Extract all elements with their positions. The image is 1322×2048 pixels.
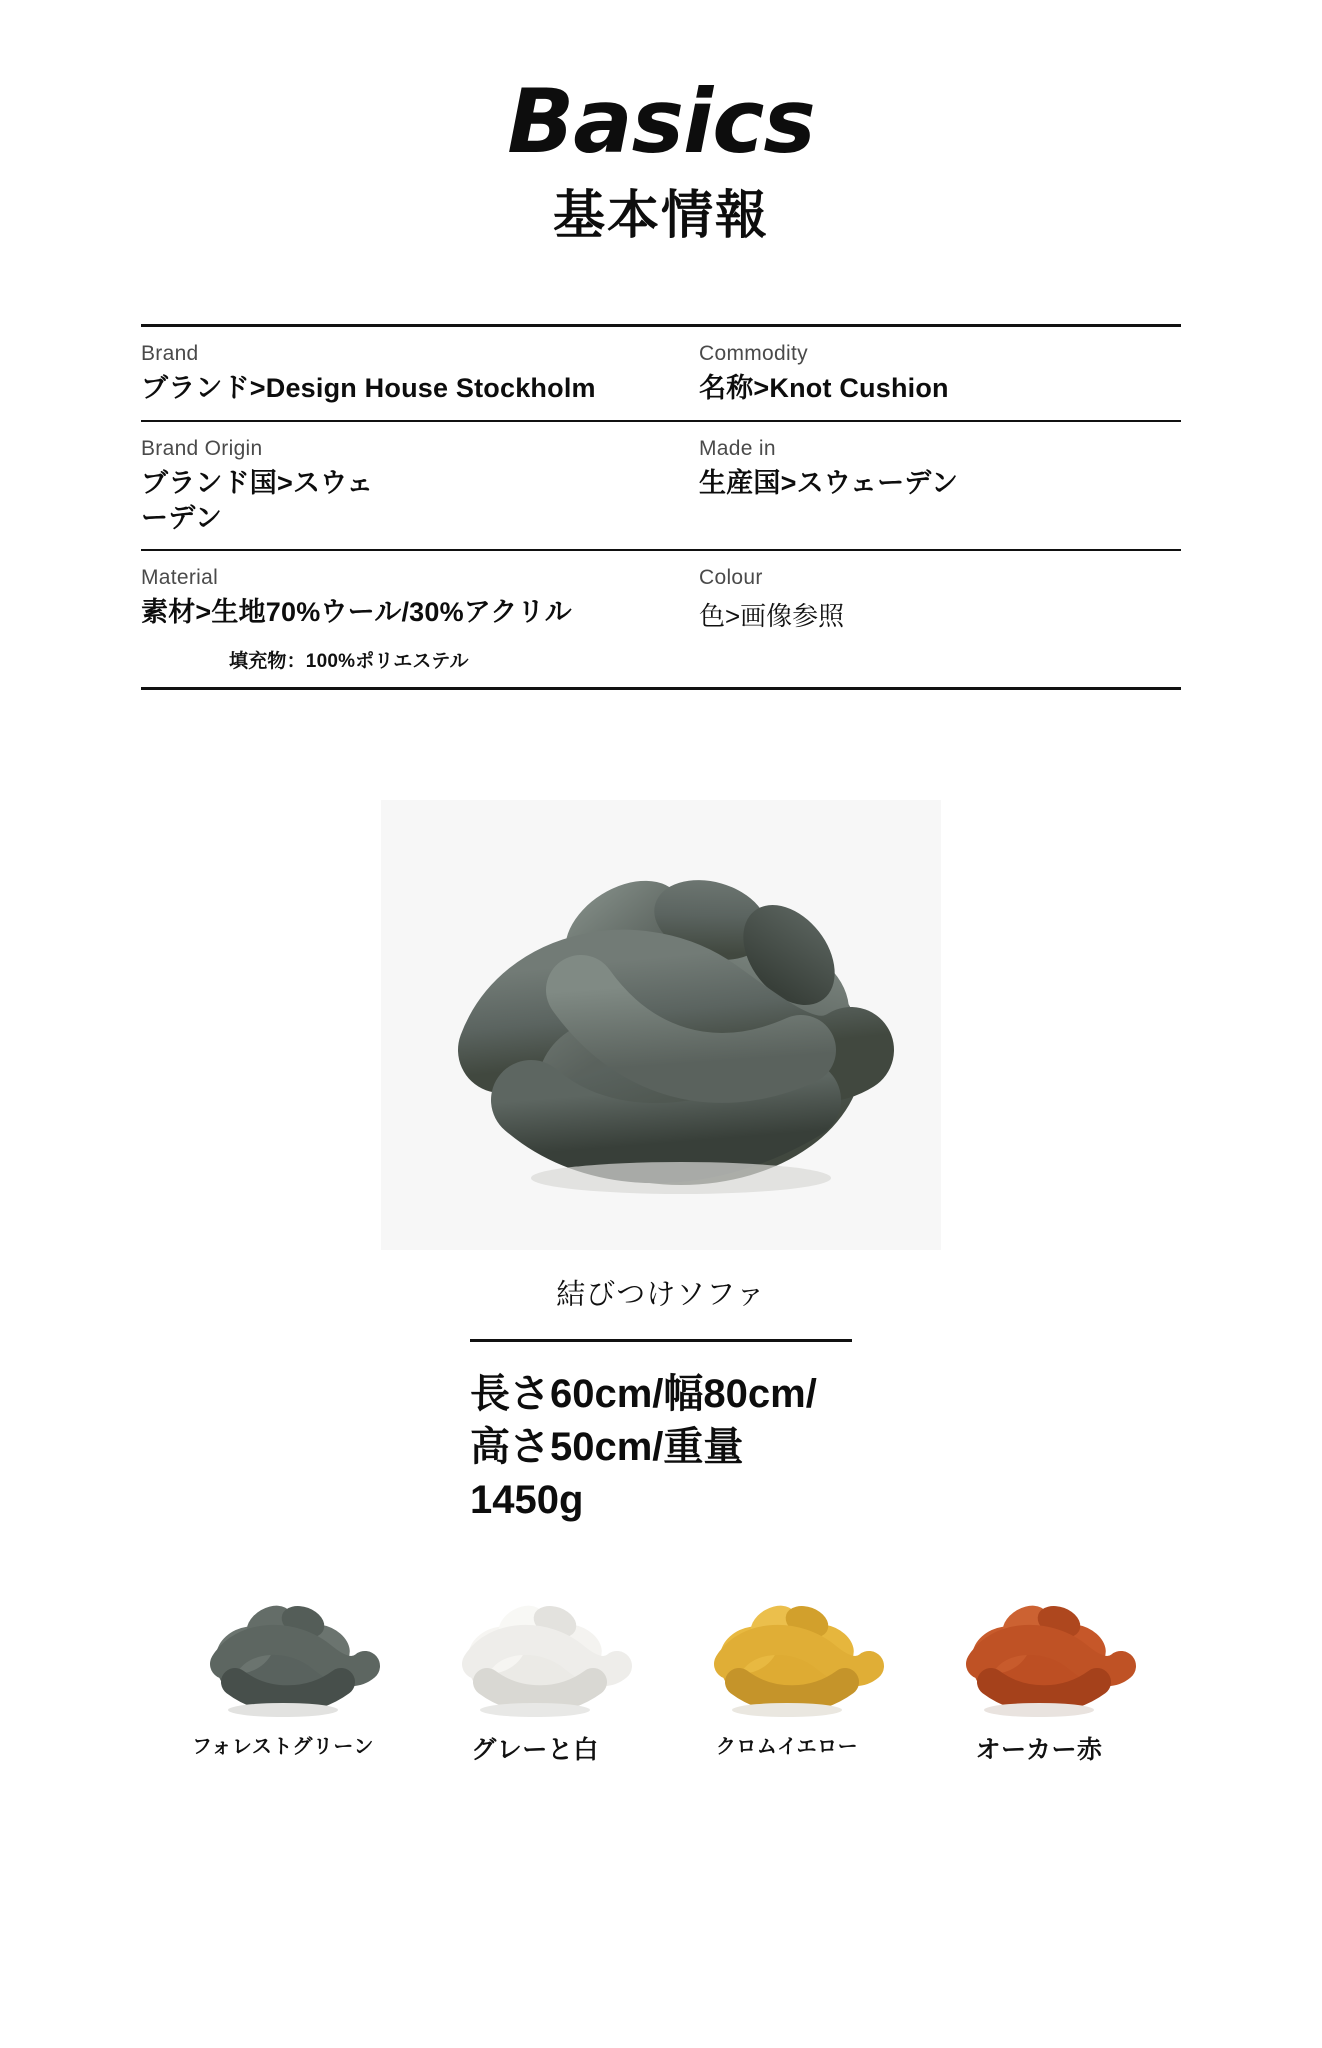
knot-cushion-image	[381, 800, 941, 1250]
spec-value: 色>画像参照	[699, 601, 845, 632]
swatch-image-ochre-red	[939, 1584, 1139, 1724]
spec-cell-brand-origin	[141, 422, 661, 549]
swatch-image-chrome-yellow	[687, 1584, 887, 1724]
spec-cell-made-in	[661, 422, 1181, 549]
table-row	[141, 551, 1181, 687]
spec-table	[141, 324, 1181, 690]
spec-value: 生産国>スウェーデン	[699, 468, 959, 499]
swatch-label: グレーと白	[471, 1736, 599, 1765]
swatch-ochre-red[interactable]	[939, 1584, 1139, 1766]
spec-cell-commodity	[661, 327, 1181, 420]
spec-value: ブランド>Design House Stockholm	[141, 373, 596, 404]
hero-caption: 結びつけソファ	[556, 1278, 766, 1311]
spec-label: Colour	[699, 566, 763, 590]
hero-section	[0, 800, 1322, 1250]
spec-cell-colour	[661, 551, 1181, 687]
spec-value: 素材>生地70%ウール/30%アクリル	[141, 597, 572, 628]
colour-swatch-list	[0, 1584, 1322, 1766]
swatch-grey-white[interactable]	[435, 1584, 635, 1766]
page-title: Basics	[507, 70, 815, 173]
spec-value: 名称>Knot Cushion	[699, 373, 949, 404]
spec-label: Brand Origin	[141, 436, 263, 460]
spec-cell-material	[141, 551, 661, 687]
page-header	[0, 0, 1322, 245]
swatch-label: フォレストグリーン	[191, 1736, 375, 1759]
swatch-chrome-yellow[interactable]	[687, 1584, 887, 1766]
spec-cell-brand	[141, 327, 661, 420]
table-row	[141, 422, 1181, 551]
spec-value: ブランド国>スウェーデン	[141, 468, 374, 533]
page-subtitle: 基本情報	[552, 187, 769, 245]
knot-cushion-illustration	[381, 800, 941, 1250]
table-row	[141, 327, 1181, 422]
spec-subnote: 填充物：100%ポリエステル	[229, 650, 469, 672]
spec-label: Material	[141, 566, 219, 590]
divider	[470, 1339, 852, 1342]
swatch-label: クロムイエロー	[715, 1736, 859, 1759]
spec-label: Brand	[141, 342, 199, 365]
spec-label: Made in	[699, 436, 776, 460]
swatch-image-forest-green	[183, 1584, 383, 1724]
hero-dimensions: 長さ60cm/幅80cm/高さ50cm/重量1450g	[470, 1371, 817, 1522]
spec-label: Commodity	[699, 342, 808, 365]
swatch-image-grey-white	[435, 1584, 635, 1724]
swatch-label: オーカー赤	[975, 1736, 1103, 1765]
swatch-forest-green[interactable]	[183, 1584, 383, 1766]
